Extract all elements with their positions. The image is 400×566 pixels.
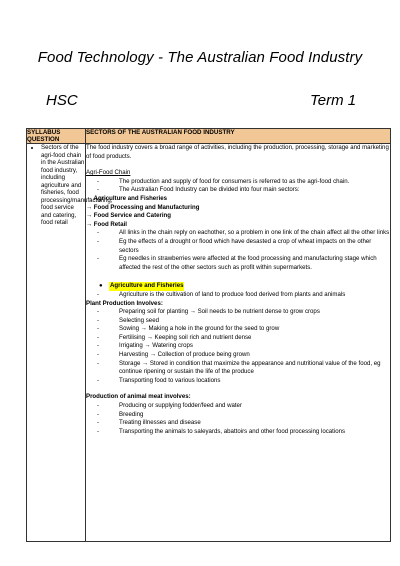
list-item: - The Australian Food Industry can be divided into four main sectors: xyxy=(97,186,300,194)
syllabus-question-text: • Sectors of the agri-food chain in the Australian food industry, including agriculture and fisheries, food processing/manufacturing, food service and catering, food retail xyxy=(41,144,85,227)
highlight-text: Agriculture and Fisheries xyxy=(110,282,184,290)
list-item: - Preparing soil for planting → Soil needs to be nutrient dense to grow crops xyxy=(97,308,320,316)
list-item: - All links in the chain reply on eachother, so a problem in one link of the chain affect all the other links xyxy=(97,229,390,237)
list-item: - Producing or supplying fodder/feed and water xyxy=(97,402,242,410)
list-item: - Transporting food to various locations xyxy=(97,376,221,384)
list-item: - Breeding xyxy=(97,410,144,418)
sector-item: → Food Processing and Manufacturing xyxy=(86,203,200,211)
list-item: - Transporting the animals to saleyards, abattoirs and other food processing locations xyxy=(97,427,346,435)
list-item: - Treating illnesses and disease xyxy=(97,419,201,427)
list-item: - Eg the effects of a drought or flood which have desasted a crop of wheat impacts on the other sectors xyxy=(97,237,372,254)
list-item: - The production and supply of food for consumers is referred to as the agri-food chain. xyxy=(97,177,350,185)
term-label: Term 1 xyxy=(310,92,357,109)
sector-item: → Agriculture and Fisheries xyxy=(86,194,168,202)
table-header-row xyxy=(27,129,391,144)
list-item: - Irrigating → Watering crops xyxy=(97,342,193,350)
highlighted-heading xyxy=(86,282,390,291)
list-item: - Agriculture is the cultivation of land to produce food derived from plants and animals xyxy=(97,290,346,298)
syllabus-table xyxy=(26,128,391,542)
document-title: Food Technology - The Australian Food Industry xyxy=(37,49,363,66)
list-item: - Harvesting → Collection of produce being grown xyxy=(97,351,250,359)
col-header-syllabus: SYLLABUS QUESTION xyxy=(27,129,86,144)
col-header-sectors: SECTORS OF THE AUSTRALIAN FOOD INDUSTRY xyxy=(86,129,391,144)
sector-item: → Food Service and Catering xyxy=(86,212,171,220)
sector-item: → Food Retail xyxy=(86,220,127,228)
plant-heading: Plant Production Involves: xyxy=(86,299,163,307)
list-item: - Fertilising → Keeping soil rich and nutrient dense xyxy=(97,333,252,341)
list-item: - Storage → Stored in condition that maximize the appearance and nutritional value of the food, eg continue ripening or sustain the life of the produce xyxy=(97,359,381,376)
animal-heading: Production of animal meat involves: xyxy=(86,393,191,401)
bullet-icon: ● xyxy=(99,283,103,290)
table-row xyxy=(27,144,391,542)
intro-text: The food industry covers a broad range of activities, including the production, processing, storage and marketing of food products. xyxy=(86,144,389,160)
list-item: - Selecting seed xyxy=(97,316,159,324)
course-label: HSC xyxy=(46,92,78,109)
list-item: - Sowing → Making a hole in the ground for the seed to grow xyxy=(97,325,280,333)
list-item: - Eg needles in strawberries were affected at the food processing and manufacturing stage which affected the rest of the other sectors such as profit within supermarkets. xyxy=(97,255,377,271)
syllabus-question-cell xyxy=(27,144,113,542)
sectors-content-cell xyxy=(86,144,391,542)
agri-chain-heading: Agri-Food Chain xyxy=(86,169,131,177)
